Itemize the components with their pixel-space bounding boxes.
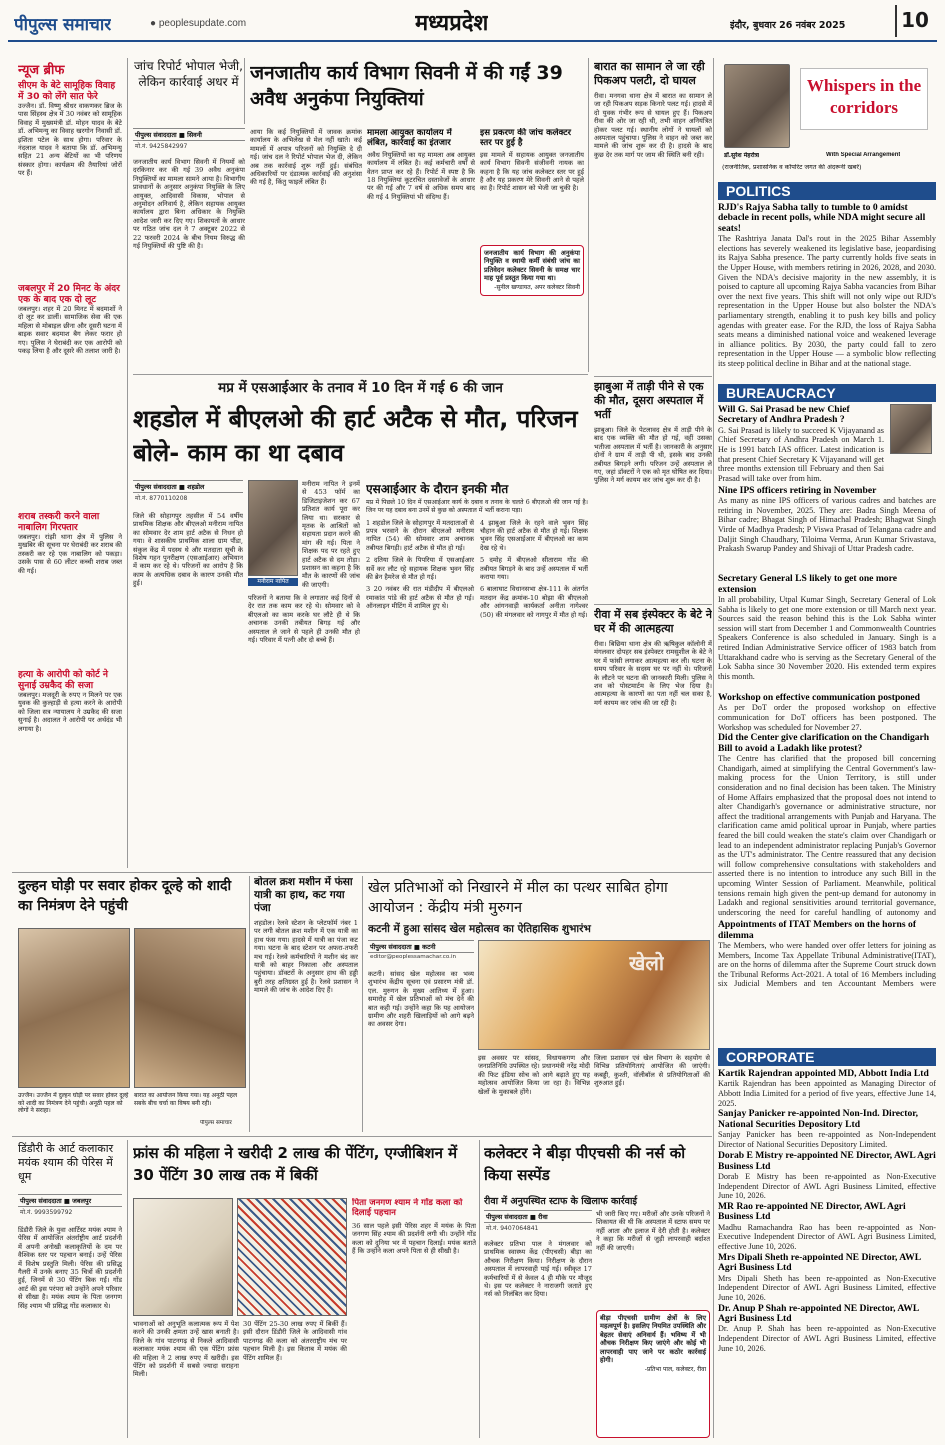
sir-sidebar-intro: मप्र में पिछले 10 दिन में एसआईआर कार्य के दबाव व तनाव के चलते 6 बीएलओ की जान गई है। जिन पर यह दबाव बना उनमें से कुछ को अस्पताल में भर्ती कराना पड़ा। <box>366 499 588 514</box>
sir-deaths-sidebar <box>366 480 588 870</box>
politics-section <box>718 182 936 380</box>
wedding-caption-right: बारात का आयोजन किया गया। यह अनूठी पहल सबके बीच चर्चा का विषय बनी रही। <box>134 1092 238 1107</box>
paris-col1: भावनाओं को अनुभूति कलात्मक रूप में पेश करने की उनकी क्षमता उन्हें खास बनाती है। जिले के गांव पाटनगढ़ से निकले आदिवासी कलाकार मयंक श्याम की एक पेंटिंग फ्रांस की महिला ने 2 लाख रुपए में खरीदी। इस पेंटिंग को प्रदर्शनी में सबसे ज्यादा सराहना मिली। <box>133 1320 239 1379</box>
paris-sidebar <box>352 1198 476 1438</box>
sports-byline: पीपुल्स संवाददाता ■ कटनी <box>368 940 474 953</box>
shahdol-headline-box <box>133 402 588 474</box>
divider <box>133 374 588 375</box>
paris-col3: 36 साल पहले इसी पेरिस शहर में मयंक के पिता जनगण सिंह श्याम की प्रदर्शनी लगी थी। उन्होंने गोंड कला को दुनिया भर में पहचान दिलाई। मयंक बताते हैं कि उन्होंने कला अपने पिता से ही सीखी है। <box>352 1221 476 1256</box>
jhabua-story <box>594 380 712 602</box>
seoni-byline: पीपुल्स संवाददाता ■ सिवनी <box>133 128 245 141</box>
divider <box>12 1136 712 1137</box>
news-brief-label: न्यूज ब्रीफ <box>18 63 65 78</box>
bureaucracy-body-5: The Centre has clarified that the proposed bill concerning Chandigarh, aimed at simplifying the Central Government's law-making process for the Union Territory, is still under consideration and no final decision has been taken. The Ministry of Home Affairs emphasized that the proposal does not intend to alter Chandigarh's governance or administrative structure, nor affect the traditional arrangements with Punjab and Haryana. The clarification came amid political uproar in Punjab, where parties feared the bill could weaken the state's claim over Chandigarh or lead to an independent administrator replacing Punjab's Governor as the UT's administrator. The Centre reassured that any decision will follow comprehensive consultations with stakeholders and asserted there is no intention to introduce any such Bill in the upcoming Winter Session of Parliament. Meanwhile, political tensions remain high given the pent-up demand for autonomy in Ladakh and regional sensitivities around territorial governance, underscoring the need for careful handling of autonomy and <box>718 754 936 917</box>
brief-body-3: जबलपुर। रांझी थाना क्षेत्र में पुलिस ने मुखबिर की सूचना पर घेराबंदी कर शराब की तस्करी कर रहे एक नाबालिग को पकड़ा। उसके पास से 60 लीटर कच्ची शराब जब्त की गई। <box>18 533 122 575</box>
website-text: peoplesupdate.com <box>158 18 247 29</box>
dindori-headline-box <box>18 1142 122 1190</box>
sir-item-5: 5 दमोह में बीएलओ सीताराम गोंड की तबीयत बिगड़ने के बाद उन्हें अस्पताल में भर्ती कराया गया। <box>480 556 588 582</box>
baraat-story <box>594 60 712 372</box>
bureaucracy-head-3: Secretary General LS likely to get one more extension <box>718 573 897 595</box>
corporate-body-2: Sanjay Panicker has been re-appointed as Non-Independent Director of National Securities Depository Limited. <box>718 1130 936 1149</box>
sir-sidebar-title: एसआईआर के दौरान इनकी मौत <box>366 482 509 496</box>
brief-body-1: उज्जैन। डॉ. विष्णु श्रीधर वाकणकर ब्रिज के पास सिंहस्थ क्षेत्र में 30 नवंबर को सामूहिक विवाह में मुख्यमंत्री डॉ. मोहन यादव के बेटे डॉ. अभिमन्यु का विवाह खरगोन निवासी डॉ. इशिता पटेल के साथ होगा। परिवार के नंदलाल यादव ने बताया कि डॉ. अभिमन्यु सहित 21 अन्य बेटियों का भी परिणय संस्कार होगा। कार्यक्रम की तैयारियां जोरों पर हैं। <box>18 102 122 178</box>
masthead-rule <box>8 40 937 42</box>
seoni-headline: जनजातीय कार्य विभाग सिवनी में की गईं 39 अवैध अनुकंपा नियुक्तियां <box>250 62 563 110</box>
corporate-head-3: Dorab E Mistry re-appointed NE Director, AWL Agri Business Ltd <box>718 1150 936 1172</box>
masthead <box>0 0 945 42</box>
seoni-headline-box <box>250 60 580 120</box>
divider <box>594 604 712 605</box>
bl-o-photo <box>248 480 298 576</box>
gond-painting <box>237 1198 347 1316</box>
bureaucracy-body-6: The Members, who were handed over offer letters for joining as Members, Income Tax Appellate Tribunal Administrative(ITAT), are on the horns of dilemma after the Supreme Court struck down the Tribunal Reforms Act-2021. A total of 16 Members including six Judicial Members and ten Accountant Members were <box>718 941 936 989</box>
shahdol-col1: जिले की सोहागपुर तहसील में 54 वर्षीय प्राथमिक शिक्षक और बीएलओ मनीराम नापित का सोमवार देर शाम हार्ट अटैक से निधन हो गया। वे शासकीय प्राथमिक शाला ग्राम पौंडा, संकुल केंद्र में पदस्थ थे और मतदाता सूची के विशेष गहन पुनरीक्षण (एसआईआर) अभियान में काम कर रहे थे। परिजनों का आरोप है कि काम के अत्यधिक दबाव के कारण उनकी मौत हुई। <box>133 512 243 588</box>
divider <box>588 58 589 372</box>
brief-body-2: जबलपुर। शहर में 20 मिनट में बदमाशों ने दो लूट कर डालीं। सामाजिक सेवा की एक महिला से मोबाइल छीना और दूसरी घटना में बाइक सवार बदमाश बैग लेकर फरार हो गए। पुलिस ने घेराबंदी कर एक आरोपी को पकड़ लिया है और दूसरे की तलाश जारी है। <box>18 305 122 356</box>
seoni-col3-title: मामला आयुक्त कार्यालय में लंबित, कार्रवाई का इंतजार <box>367 128 452 149</box>
news-brief-column <box>18 60 122 868</box>
whispers-title: Whispers in the corridors <box>800 68 928 130</box>
divider <box>127 58 128 868</box>
website-link[interactable]: ● peoplesupdate.com <box>150 18 247 29</box>
bureaucracy-head-5: Did the Center give clarification on the Chandigarh Bill to avoid a Ladakh like protest? <box>718 732 930 754</box>
bureaucracy-head-6: Appointments of ITAT Members on the horns of dilemma <box>718 919 917 941</box>
baraat-headline: बारात का सामान ले जा रही पिकअप पलटी, दो घायल <box>594 60 705 87</box>
jhabua-headline: झाबुआ में ताड़ी पीने से एक की मौत, दूसरा अस्पताल में भर्ती <box>594 380 704 421</box>
sports-col1: कटनी। सांसद खेल महोत्सव का भव्य शुभारंभ केंद्रीय सूचना एवं प्रसारण मंत्री डॉ. एल. मुरुगन के मुख्य आतिथ्य में हुआ। समारोह में खेल प्रतिभाओं को मंच देने की बात कही गई। उन्होंने कहा कि यह आयोजन ग्रामीण और शहरी खिलाड़ियों को आगे बढ़ने का अवसर देगा। <box>368 970 474 1029</box>
bureaucracy-head-4: Workshop on effective communication postponed <box>718 692 921 704</box>
bureaucracy-head-2: Nine IPS officers retiring in November <box>718 484 877 496</box>
brief-title-1: सीएम के बेटे सामूहिक विवाह में 30 को लेंगे सात फेरे <box>18 80 116 102</box>
sir-sidebar-list <box>366 519 588 619</box>
columnist-name: डॉ.सुरेश मेहरोत्रा <box>724 152 760 159</box>
sports-headline: खेल प्रतिभाओं को निखारने में मील का पत्थर साबित होगा आयोजन : केंद्रीय मंत्री मुरुगन <box>368 880 668 916</box>
seoni-kicker: जांच रिपोर्ट भोपाल भेजी, लेकिन कार्रवाई अधर में <box>134 59 243 89</box>
shahdol-kicker: मप्र में एसआईआर के तनाव में 10 दिन में गई 6 की जान <box>218 380 503 396</box>
bl-o-photo-caption: मनीराम नापित <box>248 578 298 586</box>
shahdol-col2: मनीराम नापित ने इनमें से 453 फॉर्म का डिजिटाइजेशन कर 67 प्रतिशत कार्य पूरा कर लिया था। सरकार से मृतक के आश्रितों को सहायता प्रदान करने की मांग की गई। पिता ने शिक्षक पद पर रहते हुए हार्ट अटैक से दम तोड़ा। प्रशासन का कहना है कि मौत के कारणों की जांच की जाएगी। <box>302 480 360 588</box>
divider <box>594 376 712 377</box>
sir-item-4: 4 झाबुआ जिले के रहने वाले भुवन सिंह चौहान की हार्ट अटैक से मौत हो गई। शिक्षक भुवन सिंह एसआईआर में बीएलओ का काम देख रहे थे। <box>480 518 588 552</box>
sports-photo <box>478 940 710 1050</box>
corporate-body-6: Dr. Anup P. Shah has been re-appointed as Non-Executive Independent Director of AWL Agri Business Limited, effective June 10, 2026. <box>718 1324 936 1353</box>
brief-body-4: जबलपुर। मजदूरी के रुपए न मिलने पर एक युवक की कुल्हाड़ी से हत्या करने के आरोपी को जिला सत्र न्यायालय ने उम्रकैद की सजा सुनाई है। अदालत ने आरोपी पर अर्थदंड भी लगाया है। <box>18 691 122 733</box>
wedding-caption-left: उज्जैन। उज्जैन में दुल्हन घोड़ी पर सवार होकर दूल्हे को शादी का निमंत्रण देने पहुंची। अनूठी पहल को लोगों ने सराहा। <box>18 1092 129 1115</box>
seoni-col2: आया कि कई नियुक्तियों में जावक क्रमांक कार्यालय के अभिलेख से मेल नहीं खाते। कई मामलों में अपात्र परिजनों को नियुक्ति दे दी गई। जांच दल ने रिपोर्ट भोपाल भेज दी, लेकिन अब तक कार्रवाई शुरू नहीं हुई। संबंधित अधिकारियों पर दंडात्मक कार्रवाई की अनुशंसा की गई है, किंतु फाइलें लंबित हैं। <box>250 128 362 187</box>
sports-col4: जिला प्रशासन एवं खेल विभाग के सहयोग से विभिन्न प्रतियोगिताएं आयोजित की जाएंगी। कबड्डी, कुश्ती, वॉलीबॉल से प्रतियोगिताओं की शुरुआत हुई। <box>594 1054 710 1088</box>
seoni-kicker-box <box>133 58 245 124</box>
seoni-quote: जनजातीय कार्य विभाग की अनुकंपा नियुक्ति व स्थायी कर्मी संबंधी जांच का प्रतिवेदन कलेक्टर सिवनी के समक्ष चार माह पूर्व प्रस्तुत किया गया था। <box>484 248 580 283</box>
rewa-suicide-body: रीवा। बिछिया थाना क्षेत्र की ऋषिकुल कॉलोनी में मंगलवार दोपहर सब इंस्पेक्टर रामसुशील के बेटे ने घर में फांसी लगाकर आत्महत्या कर ली। घटना के समय परिवार के सदस्य घर पर नहीं थे। परिजनों के लौटने पर घटना की जानकारी मिली। पुलिस ने शव को पोस्टमार्टम के लिए भेज दिया है। आत्महत्या के कारणों का पता नहीं चल सका है, मर्ग कायम कर जांच की जा रही है। <box>594 640 712 707</box>
corporate-section <box>718 1048 936 1438</box>
sports-email: editor@peoplessamachar.co.in <box>370 954 457 960</box>
corporate-head-4: MR Rao re-appointed NE Director, AWL Agri Business Ltd <box>718 1201 906 1223</box>
seoni-quote-attr: -सुनील खण्डायत, अपर कलेक्टर सिवनी <box>494 284 580 292</box>
artist-photo <box>133 1198 233 1316</box>
divider <box>127 1140 128 1438</box>
wedding-credit: पीपुल्स समाचार <box>200 1120 232 1126</box>
nurse-headline: कलेक्टर ने बीड़ा पीएचसी की नर्स को किया सस्पेंड <box>484 1144 686 1184</box>
wedding-headline-box <box>18 876 246 924</box>
bureaucracy-section <box>718 384 936 1042</box>
bureaucracy-item-1 <box>718 405 884 484</box>
nurse-col1: कलेक्टर प्रतिभा पाल ने मंगलवार को प्राथमिक स्वास्थ्य केंद्र (पीएचसी) बीड़ा का औचक निरीक्षण किया। निरीक्षण के दौरान अस्पताल में लापरवाही पाई गई। स्वीकृत 17 कर्मचारियों में से केवल 4 ही मौके पर मौजूद थे। इस पर कलेक्टर ने नाराजगी जताते हुए नर्स को निलंबित कर दिया। <box>484 1240 592 1299</box>
brief-title-4: हत्या के आरोपी को कोर्ट ने सुनाई उम्रकैद की सजा <box>18 669 109 691</box>
bureaucracy-body-3: In all probability, Utpal Kumar Singh, Secretary General of Lok Sabha is likely to get one more extension or till March next year. Sources said the reason behind this is the Lok Sabha winter session will start from December 1 and Commonwealth Countries Speakers Conference is also scheduled in January. Singh is a retired Indian Administrative Service officer of 1983 batch from Uttarakhand cadre who is serving as the Secretary General of the Lok Sabha since 30 November 2020. His extended term expires this month. <box>718 595 936 681</box>
seoni-col4-title: इस प्रकरण की जांच कलेक्टर स्तर पर हुई है <box>480 128 572 149</box>
shahdol-byline: पीपुल्स संवाददाता ■ शहडोल <box>133 480 243 493</box>
corporate-head-2: Sanjay Panicker re-appointed Non-Ind. Director, National Securities Depository Ltd <box>718 1108 919 1130</box>
nurse-mobile: मो.नं. 9407064841 <box>486 1225 539 1232</box>
logo: पीपुल्स समाचार <box>14 15 112 35</box>
corporate-body-1: Kartik Rajendran has been appointed as Managing Director of Abbott India Limited for a period of five years, effective June 14, 2025. <box>718 1079 936 1108</box>
nurse-quote-attr: -प्रतिभा पाल, कलेक्टर, रीवा <box>644 1366 706 1374</box>
whispers-tagline: (राजनीतिक, प्रशासनिक व कॉर्पोरेट जगत की अंदरूनी खबरें) <box>722 164 862 171</box>
divider <box>713 58 714 1438</box>
bride-photo <box>18 928 130 1088</box>
paris-col2: 30 पेंटिंग 25-30 लाख रुपए में बिकीं हैं। इसी दौरान डिंडौरी जिले के आदिवासी गांव पाटनगढ़ की कला को अंतरराष्ट्रीय मंच पर पहचान मिली है। इस किताब में मयंक की पेंटिंग शामिल हैं। <box>243 1320 347 1362</box>
bottle-headline: बोतल क्रश मशीन में फंसा यात्री का हाथ, कट गया पंजा <box>254 876 353 914</box>
sports-headline-box <box>368 878 710 920</box>
nurse-col2: भी जारी किए गए। मरीजों और उनके परिजनों ने शिकायत की थी कि अस्पताल में स्टाफ समय पर नहीं आता और इलाज में देरी होती है। कलेक्टर ने कहा कि मरीजों से जुड़ी लापरवाही बर्दाश्त नहीं की जाएगी। <box>596 1210 710 1252</box>
shahdol-byline-box <box>133 480 243 503</box>
nurse-headline-box <box>484 1142 710 1194</box>
bottle-body: शहडोल। रेलवे स्टेशन के प्लेटफॉर्म नंबर 1 पर लगी बोतल क्रश मशीन में एक यात्री का हाथ फंस गया। हादसे में यात्री का पंजा कट गया। घटना के बाद स्टेशन पर अफरा-तफरी मच गई। रेलवे कर्मचारियों ने मशीन बंद कर यात्री को बाहर निकाला और अस्पताल पहुंचाया। डॉक्टरों के अनुसार हाथ की हड्डी बुरी तरह क्षतिग्रस्त हुई है। रेलवे प्रशासन ने मामले की जांच के आदेश दिए हैं। <box>254 919 358 995</box>
whispers-box <box>718 58 936 178</box>
politics-bar: POLITICS <box>718 182 936 200</box>
paris-headline-box <box>133 1142 475 1194</box>
corporate-bar: CORPORATE <box>718 1048 936 1066</box>
bottle-story <box>254 876 358 1132</box>
nurse-subhead: रीवा में अनुपस्थित स्टाफ के खिलाफ कार्रवाई <box>484 1196 638 1207</box>
shahdol-mobile: मो.नं. 8770110208 <box>135 495 188 502</box>
corporate-head-5: Mrs Dipali Sheth re-appointed NE Director, AWL Agri Business Ltd <box>718 1251 921 1274</box>
sports-byline-box <box>368 940 474 961</box>
corporate-body-5: Mrs Dipali Sheth has been re-appointed as Non-Executive Independent Director of AWL Agri Business Limited, effective June 10, 2026. <box>718 1273 936 1302</box>
divider <box>479 1140 480 1438</box>
page-number: 10 <box>895 5 933 37</box>
politics-body: The Rashtriya Janata Dal's rout in the 2025 Bihar Assembly elections has severely weakened its legislative base, jeopardising its Rajya Sabha presence. The party currently holds five seats in the Upper House, with members retiring in 2026, 2028, and 2030. Given the NDA's decisive majority in the new assembly, it is poised to capture all upcoming Rajya Sabha vacancies from Bihar over the next five years. This shift will not only wipe out RJD's representation in the Upper House but also bolster the NDA's parliamentary strength, enabling it to push key bills and policy agendas with greater ease. For the RJD, the loss of Rajya Sabha seats means a diminished national voice and weakened leverage in alliance politics. By 2030, the party could fall to zero representation in the Upper House — a symbolic blow reflecting its steep political decline in Bihar and at the national stage. <box>718 234 936 368</box>
seoni-mobile: मो.नं. 9425842997 <box>135 143 188 150</box>
seoni-quote-box <box>480 245 584 296</box>
rewa-suicide-headline: रीवा में सब इंस्पेक्टर के बेटे ने घर में की आत्महत्या <box>594 608 712 635</box>
dateline: इंदौर, बुधवार 26 नवंबर 2025 <box>730 20 846 31</box>
sports-banner-text: खेलो <box>629 951 665 975</box>
seoni-col1: जनजातीय कार्य विभाग सिवनी में नियमों को दरकिनार कर की गई 39 अवैध अनुकंपा नियुक्तियों का मामला सामने आया है। विभागीय प्रावधानों के अनुसार अनुकंपा नियुक्ति के लिए आयुक्त, आदिवासी विकास, भोपाल से अनुमोदन अनिवार्य है, लेकिन सहायक आयुक्त कार्यालय द्वारा बिना अधिकार के नियुक्ति आदेश जारी कर दिए गए। शिकायतों के आधार पर गठित जांच दल ने 7 अक्टूबर 2022 से 22 फरवरी 2024 के बीच नियम विरुद्ध की गई नियुक्तियों की पुष्टि की है। <box>133 158 245 251</box>
nurse-quote-box <box>596 1310 710 1438</box>
dindori-body: डिंडौरी जिले के युवा आर्टिस्ट मयंक श्याम ने पेरिस में आयोजित अंतर्राष्ट्रीय आर्ट प्रदर्शनी में अपनी अनोखी कलाकृतियों के दम पर वैश्विक स्तर पर पहचान बनाई। उन्हें पेरिस में विशेष प्रस्तुति मिली। पेरिस की प्रसिद्ध गैलरी में उनके बनाए 35 चित्रों की प्रदर्शनी हुई, जिनमें से 30 पेंटिंग बिक गईं। गोंड आर्ट की इस परंपरा को उन्होंने अपने परिवार से सीखा है। मयंक श्याम के पिता जनगण सिंह श्याम भी प्रसिद्ध गोंड कलाकार थे। <box>18 1226 122 1310</box>
corporate-head-6: Dr. Anup P Shah re-appointed NE Director, AWL Agri Business Ltd <box>718 1302 919 1325</box>
bureaucracy-head-1: Will G. Sai Prasad be new Chief Secretary of Andhra Pradesh ? <box>718 404 850 426</box>
corporate-body-3: Dorab E Mistry has been re-appointed as Non-Executive Independent Director of AWL Agri Business Limited, effective June 10, 2026. <box>718 1172 936 1201</box>
whispers-arrangement: With Special Arrangement <box>826 152 901 158</box>
section-title: मध्यप्रदेश <box>415 11 489 36</box>
paris-headline: फ्रांस की महिला ने खरीदी 2 लाख की पेंटिंग, एग्जीबिशन में 30 पेंटिंग 30 लाख तक में बिकीं <box>133 1144 458 1184</box>
brief-title-3: शराब तस्करी करने वाला नाबालिग गिरफ्तार <box>18 511 100 533</box>
columnist-photo <box>724 64 790 148</box>
politics-headline: RJD's Rajya Sabha tally to tumble to 0 amidst debacle in recent polls, while NDA might secure all seats! <box>718 202 926 234</box>
shahdol-headline: शहडोल में बीएलओ की हार्ट अटैक से मौत, परिजन बोले- काम का था दबाव <box>133 405 578 467</box>
sports-col2: इस अवसर पर सांसद, विधायकगण और जनप्रतिनिधि उपस्थित रहे। प्रधानमंत्री नरेंद्र मोदी की फिट इंडिया सोच को आगे बढ़ाते हुए यह महोत्सव आयोजित किया जा रहा है। विभिन्न खेलों के मुकाबले होंगे। <box>478 1054 590 1096</box>
seoni-byline-box <box>133 128 245 151</box>
divider <box>362 876 363 1132</box>
divider <box>12 872 712 873</box>
bureaucracy-body-1: G. Sai Prasad is likely to succeed K Vijayanand as Chief Secretary of Andhra Pradesh on March 1. He is 1991 batch IAS officer. Latest indication is that present Chief Secretary K Vijayanand will get three months extension till February and then Sai Prasad will take over from him. <box>718 425 884 483</box>
nurse-byline: पीपुल्स संवाददाता ■ रीवा <box>484 1210 592 1223</box>
paris-sub-title: पिता जनगण श्याम ने गोंड कला को दिलाई पहचान <box>352 1198 463 1219</box>
rewa-suicide-story <box>594 608 712 870</box>
dindori-byline-box <box>18 1194 122 1217</box>
jhabua-body: झाबुआ। जिले के पेटलावद क्षेत्र में ताड़ी पीने के बाद एक व्यक्ति की मौत हो गई, वहीं उसका भतीजा अस्पताल में भर्ती है। जानकारी के अनुसार दोनों ने ग्राम में ताड़ी पी थी, इसके बाद उनकी तबीयत बिगड़ने लगी। परिजन उन्हें अस्पताल ले गए, जहां डॉक्टरों ने एक को मृत घोषित कर दिया। पुलिस ने मर्ग कायम कर जांच शुरू कर दी है। <box>594 426 712 485</box>
sir-item-3: 3 20 नवंबर की रात मंडीदीप में बीएलओ रमाकांत पांडे की हार्ट अटैक से मौत हो गई। ऑनलाइन मीटिंग में शामिल हुए थे। <box>366 585 474 611</box>
sports-subhead: कटनी में हुआ सांसद खेल महोत्सव का ऐतिहासिक शुभारंभ <box>368 923 591 935</box>
brief-title-2: जबलपुर में 20 मिनट के अंदर एक के बाद एक दो लूट <box>18 283 120 305</box>
nurse-byline-box <box>484 1210 592 1233</box>
dindori-byline: पीपुल्स संवाददाता ■ जबलपुर <box>18 1194 122 1207</box>
seoni-col4-box <box>480 128 584 366</box>
bureaucracy-bar: BUREAUCRACY <box>718 384 936 402</box>
nurse-quote: बीड़ा पीएचसी ग्रामीण क्षेत्रों के लिए महत्वपूर्ण है। इसलिए नियमित उपस्थिति और बेहतर सेवाएं अनिवार्य हैं। भविष्य में भी औचक निरीक्षण किए जाएंगे और कोई भी लापरवाही पाए जाने पर कठोर कार्रवाई होगी। <box>600 1314 706 1365</box>
seoni-col3-box <box>367 128 475 366</box>
groom-photo <box>134 928 246 1088</box>
bureaucracy-body-4: As per DoT order the proposed workshop on effective communication for DoT officers has been postponed. The Workshop was scheduled for November 27. <box>718 703 936 732</box>
corporate-head-1: Kartik Rajendran appointed MD, Abbott India Ltd <box>718 1068 929 1079</box>
bureaucracy-body-2: As many as nine IPS officers of various cadres and batches are retiring in November, 2025. They are: Badra Singh Meena of Bihar cadre; Bhagat Singh of Himachal Pradesh; Bhagwat Singh Virde of Madhya Pradesh; P Viswa Prasad of Telangana cadre and Daljit Singh Chaudhary, Tiloima Verma, Arun Kumar Srivastava, Prakash Swarup Pandey and Shivaji of Uttar Pradesh cadre. <box>718 496 936 554</box>
baraat-body: रीवा। मनगवा थाना क्षेत्र में बारात का सामान ले जा रही पिकअप सड़क किनारे पलट गई। हादसे में दो युवक गंभीर रूप से घायल हुए हैं। पिकअप रीवा की ओर जा रही थी, तभी वाहन अनियंत्रित होकर पलट गई। स्थानीय लोगों ने घायलों को अस्पताल पहुंचाया। पुलिस ने वाहन को जब्त कर मामले की जांच शुरू कर दी है। हादसे के बाद कुछ देर तक मार्ग पर जाम की स्थिति बनी रही। <box>594 92 712 159</box>
seoni-col4: इस मामले में सहायक आयुक्त जनजातीय कार्य विभाग सिवनी संजीवनी नायक का कहना है कि यह जांच कलेक्टर स्तर पर हुई है और यह प्रकरण मेरे सिवनी आने से पहले का है। रिपोर्ट शासन को भेजी जा चुकी है। <box>480 150 584 193</box>
sir-item-6: 6 बालाघाट विधानसभा क्षेत्र-111 के अंतर्गत मतदान केंद्र क्रमांक-10 बोझा की बीएलओ और आंगनवाड़ी कार्यकर्ता अनीता नागेश्वर (50) की मंगलवार को नागपुर में मौत हो गई। <box>480 585 588 619</box>
sir-item-1: 1 शहडोल जिले के सोहागपुर में मतदाताओं से प्रपत्र भरवाने के दौरान बीएलओ मनीराम नापित (54) की सोमवार शाम अचानक तबीयत बिगड़ी। हार्ट अटैक से मौत हो गई। <box>366 518 474 552</box>
corporate-body-4: Madhu Ramachandra Rao has been re-appointed as Non-Executive Independent Director of AWL Agri Business Limited, effective June 10, 2026. <box>718 1222 936 1251</box>
shahdol-col3: परिजनों ने बताया कि वे लगातार कई दिनों से देर रात तक काम कर रहे थे। सोमवार को वे बीएलओ का काम करके घर लौटे ही थे कि अचानक उनकी तबीयत बिगड़ गई और अस्पताल ले जाने से पहले ही उनकी मौत हो गई। परिवार में पत्नी और दो बच्चे हैं। <box>248 594 360 645</box>
wedding-headline: दुल्हन घोड़ी पर सवार होकर दूल्हे को शादी का निमंत्रण देने पहुंची <box>18 878 232 914</box>
dindori-headline: डिंडौरी के आर्ट कलाकार मयंक श्याम की पेरिस में धूम <box>18 1142 114 1183</box>
divider <box>249 876 250 1132</box>
seoni-col3: अवैध नियुक्तियों का यह मामला अब आयुक्त कार्यालय में लंबित है। कई कर्मचारी वर्षों से वेतन प्राप्त कर रहे हैं। रिपोर्ट में स्पष्ट है कि 18 नियुक्तियां कूटरचित दस्तावेजों के आधार पर की गईं और 7 वर्ष से अधिक समय बाद की गई 4 नियुक्तियां भी संदिग्ध हैं। <box>367 150 475 201</box>
dindori-mobile: मो.नं. 9993599792 <box>20 1209 73 1216</box>
bureaucrat-photo <box>890 404 932 454</box>
sir-item-2: 2 दतिया जिले के पिपरिया में एसआईआर सर्वे कर लौट रहे सहायक शिक्षक भुवन सिंह की ब्रेन हैमरेज से मौत हो गई। <box>366 556 474 582</box>
